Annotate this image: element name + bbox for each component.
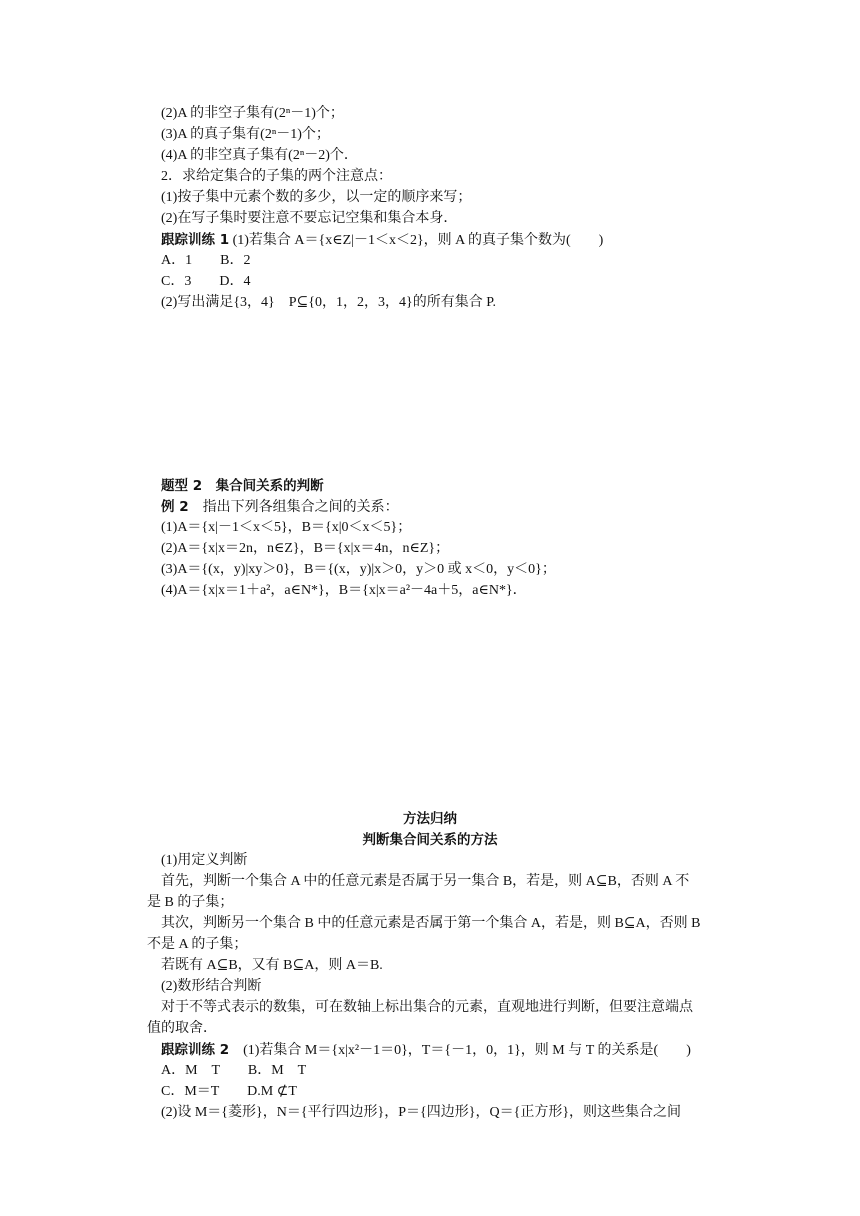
exercise-2-options-cd: C．M＝T D.M ⊄T bbox=[161, 1084, 297, 1099]
exercise-1-options-ab: A．1 B．2 bbox=[161, 253, 251, 268]
method-line: 若既有 A⊆B，又有 B⊆A，则 A＝B. bbox=[161, 958, 383, 973]
method-line: (2)数形结合判断 bbox=[161, 979, 262, 994]
example-2-item: (4)A＝{x|x＝1＋a²，a∈N*}，B＝{x|x＝a²－4a＋5，a∈N*}． bbox=[161, 583, 527, 598]
text-line: (1)按子集中元素个数的多少，以一定的顺序来写； bbox=[161, 190, 472, 205]
exercise-1-q1-text: (1)若集合 A＝{x∈Z|－1＜x＜2}，则 A 的真子集个数为( ) bbox=[232, 233, 604, 248]
example-2-item: (2)A＝{x|x＝2n，n∈Z}，B＝{x|x＝4n，n∈Z}； bbox=[161, 541, 450, 556]
method-line: 对于不等式表示的数集，可在数轴上标出集合的元素，直观地进行判断，但要注意端点 bbox=[161, 1000, 693, 1015]
method-line: 是 B 的子集； bbox=[147, 895, 234, 910]
method-line: 值的取舍． bbox=[147, 1021, 217, 1036]
example-2-item: (3)A＝{(x，y)|xy＞0}，B＝{(x，y)|x＞0，y＞0 或 x＜0，y＜0}； bbox=[161, 562, 556, 577]
exercise-2-options-ab: A．M T B．M T bbox=[161, 1063, 307, 1078]
method-line: 其次，判断另一个集合 B 中的任意元素是否属于第一个集合 A，若是，则 B⊆A，否则 B bbox=[161, 916, 701, 931]
text-line: (2)A 的非空子集有(2ⁿ－1)个； bbox=[161, 106, 344, 121]
exercise-1-question-2: (2)写出满足{3，4} P⊆{0，1，2，3，4}的所有集合 P. bbox=[161, 295, 496, 310]
section-heading-type-2: 题型 2 集合间关系的判断 bbox=[161, 478, 324, 494]
example-2-label: 例 2 bbox=[161, 499, 189, 515]
exercise-2-question-1 bbox=[161, 1040, 691, 1061]
method-line: 首先，判断一个集合 A 中的任意元素是否属于另一集合 B，若是，则 A⊆B，否则 A 不 bbox=[161, 874, 690, 889]
method-title: 方法归纳 bbox=[403, 811, 457, 827]
text-line: (4)A 的非空真子集有(2ⁿ－2)个． bbox=[161, 148, 358, 163]
example-2-item: (1)A＝{x|－1＜x＜5}，B＝{x|0＜x＜5}； bbox=[161, 520, 412, 535]
exercise-1-options-cd: C．3 D．4 bbox=[161, 274, 251, 289]
text-line: 2．求给定集合的子集的两个注意点： bbox=[161, 169, 392, 184]
method-subtitle: 判断集合间关系的方法 bbox=[362, 832, 498, 848]
exercise-1-question-1 bbox=[161, 230, 603, 251]
exercise-1-label: 跟踪训练 1 bbox=[161, 232, 230, 248]
method-line: (1)用定义判断 bbox=[161, 853, 248, 868]
text-line: (2)在写子集时要注意不要忘记空集和集合本身． bbox=[161, 211, 458, 226]
exercise-2-label: 跟踪训练 2 bbox=[161, 1042, 230, 1058]
example-2-intro bbox=[161, 497, 399, 518]
text-line: (3)A 的真子集有(2ⁿ－1)个； bbox=[161, 127, 330, 142]
example-2-text: 指出下列各组集合之间的关系： bbox=[188, 500, 399, 515]
exercise-2-question-2: (2)设 M＝{菱形}，N＝{平行四边形}，P＝{四边形}，Q＝{正方形}，则这些集合之间 bbox=[161, 1105, 682, 1120]
exercise-2-q1-text: (1)若集合 M＝{x|x²－1＝0}，T＝{－1，0，1}，则 M 与 T 的关系是( ) bbox=[229, 1043, 691, 1058]
method-line: 不是 A 的子集； bbox=[147, 937, 248, 952]
